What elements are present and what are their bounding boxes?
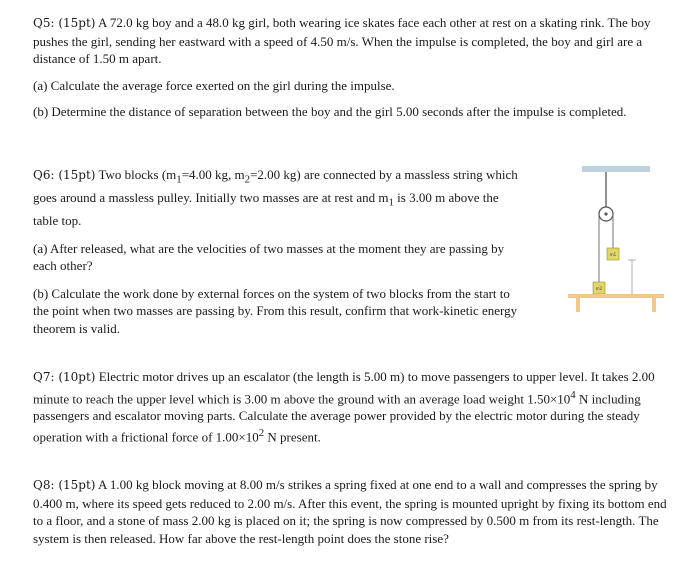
ceiling-support: [582, 166, 650, 172]
m2-subscript: 2: [244, 173, 251, 186]
table-top: [568, 294, 664, 298]
question-6-text-1: Two blocks (m: [98, 167, 177, 182]
table-leg-left: [576, 298, 580, 312]
pulley-diagram: [560, 150, 670, 320]
pulley-axle: [604, 212, 607, 215]
question-7: [33, 368, 673, 446]
exponent-1: 4: [570, 388, 576, 401]
table-leg-right: [652, 298, 656, 312]
question-6: [33, 166, 523, 337]
question-7-label: Q7: (10pt): [33, 370, 96, 384]
question-5-label: Q5: (15pt): [33, 16, 96, 30]
block-m1-label: m1: [609, 252, 617, 257]
question-5-part-a: (a) Calculate the average force exerted on the girl during the impulse.: [33, 77, 395, 93]
question-5: [33, 14, 673, 121]
question-8-text: A 1.00 kg block moving at 8.00 m/s strikes a spring fixed at one end to a wall and compresses the spring by 0.400 m, where its speed gets reduced to 2.00 m/s. After this event, the spring is mounted upright by fixing its bottom end to a floor, and a stone of mass 2.00 kg is placed on it; the spring is now compressed by 0.500 m from its rest-length. The system is then released. How far above the rest-length point does the stone rise?: [33, 477, 667, 546]
question-5-stem: [33, 14, 673, 68]
question-5-text: A 72.0 kg boy and a 48.0 kg girl, both wearing ice skates face each other at rest on a skating rink. The boy pushes the girl, sending her eastward with a speed of 4.50 m/s. When the impulse is completed, the boy and girl are a distance of 1.50 m apart.: [33, 15, 651, 66]
question-6-text-3: =2.00 kg) are connected by a massless string which goes around a massless pulley. Initially two masses are at rest and m: [33, 167, 518, 206]
exponent-2: 2: [258, 426, 265, 439]
question-5-part-b: (b) Determine the distance of separation between the boy and the girl 5.00 seconds after the impulse is completed.: [33, 104, 627, 119]
question-7-text-3: N present.: [264, 429, 321, 445]
question-8-label: Q8: (15pt): [33, 478, 96, 492]
question-6-stem: [33, 166, 523, 230]
block-m2-label: m2: [595, 286, 603, 291]
question-6-text-2: =4.00 kg, m: [181, 167, 245, 182]
question-6-part-a: (a) After released, what are the velocities of two masses at the moment they are passing by each other?: [33, 240, 505, 274]
m1-subscript: 1: [176, 173, 182, 186]
question-7-text-1: Electric motor drives up an escalator (the length is 5.00 m) to move passengers to upper level. It takes 2.00 minute to reach the upper level which is 3.00 m above the ground with an average load weight 1.50×10: [33, 369, 655, 406]
question-8: [33, 476, 673, 547]
question-7-text-2: N including passengers and escalator moving parts. Calculate the average power provided by the electric motor during the steady operation with a frictional force of 1.00×10: [33, 390, 641, 445]
question-6-label: Q6: (15pt): [33, 168, 96, 182]
question-7-stem: [33, 368, 673, 446]
m1-subscript-2: 1: [388, 196, 394, 209]
question-8-stem: [33, 476, 673, 547]
question-6-text-4: is 3.00 m above the table top.: [33, 190, 499, 229]
question-6-part-b: (b) Calculate the work done by external forces on the system of two blocks from the start to the point when two masses are passing by. From this result, confirm that work-kinetic energy theorem is valid.: [33, 285, 518, 336]
